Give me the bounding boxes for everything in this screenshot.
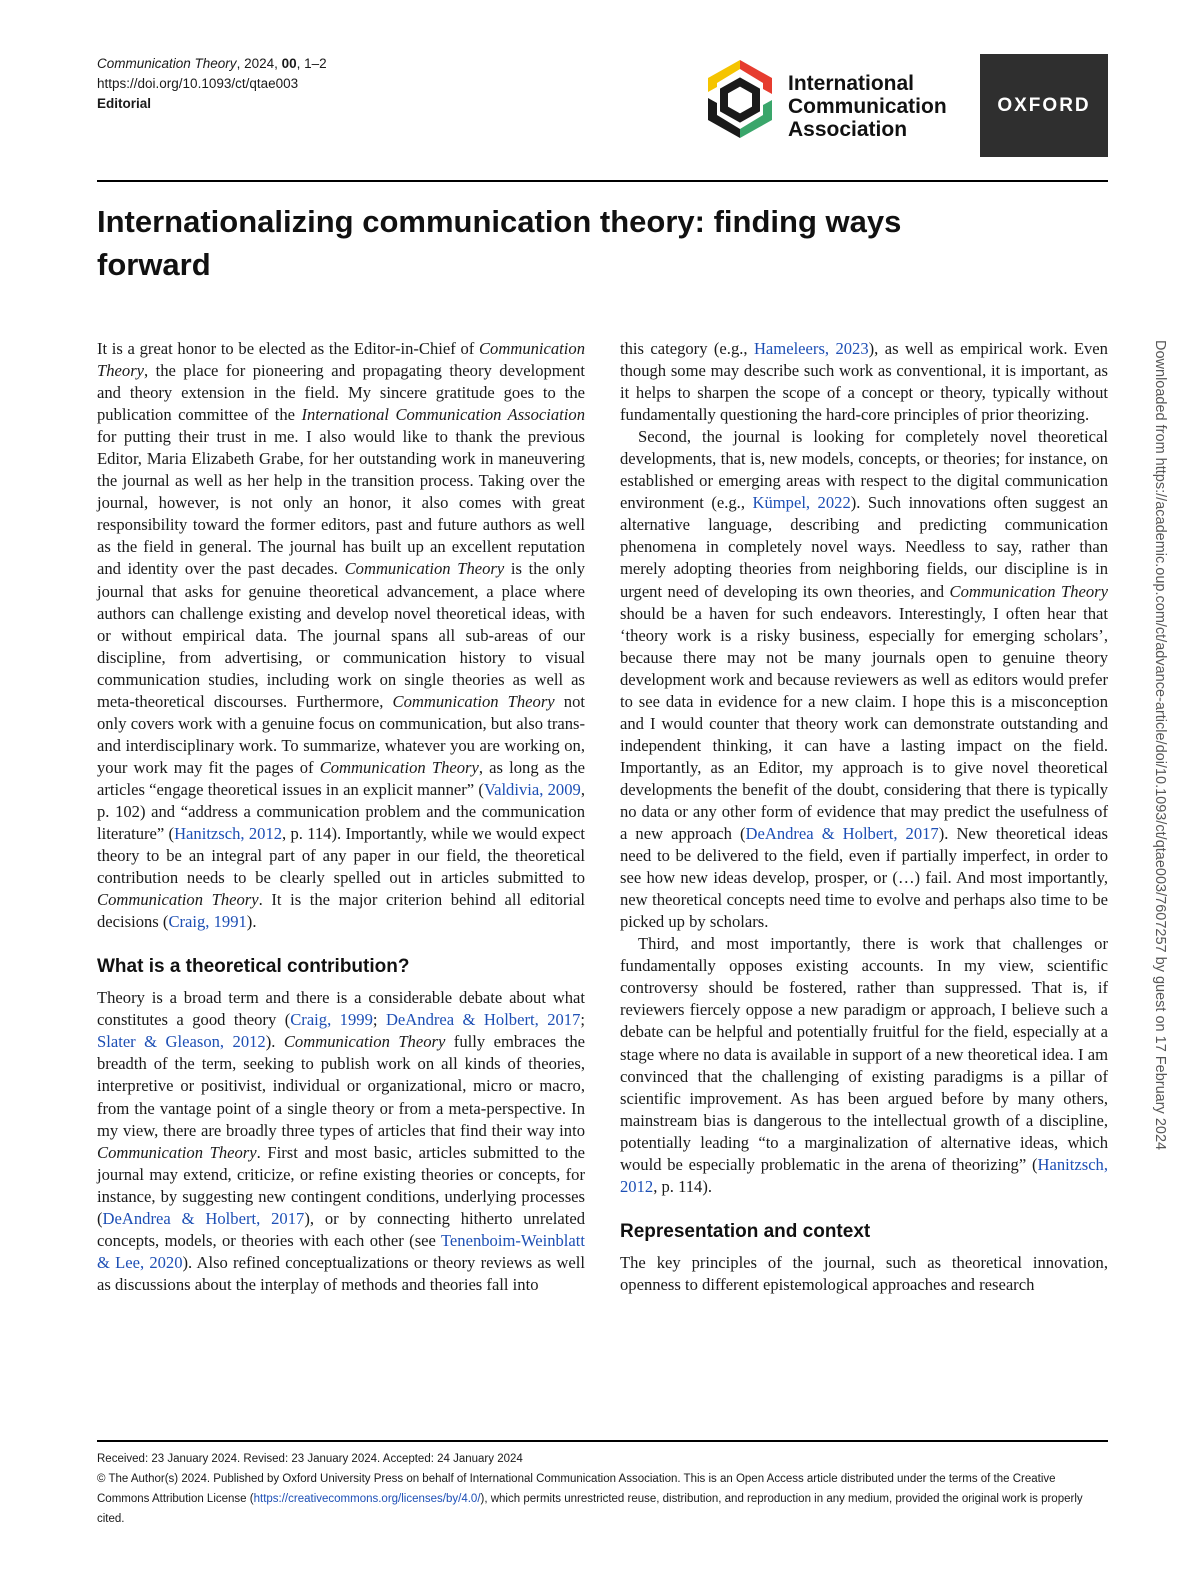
citation-link[interactable]: Hanitzsch, 2012	[620, 1154, 1108, 1196]
section-heading: Representation and context	[620, 1220, 871, 1242]
footer-divider	[97, 1440, 1108, 1442]
citation-link[interactable]: DeAndrea & Holbert, 2017	[102, 1208, 305, 1228]
citation-link[interactable]: DeAndrea & Holbert, 2017	[745, 824, 939, 844]
citation-link[interactable]: Craig, 1991	[168, 912, 247, 932]
citation-link[interactable]: Valdivia, 2009	[483, 779, 581, 799]
citation-link[interactable]: Hanitzsch, 2012	[174, 824, 283, 844]
citation-link[interactable]: DeAndrea & Holbert, 2017	[385, 1010, 581, 1030]
paragraph-theory: Theory is a broad term and there is a considerable debate about what constitutes a good theory (Craig, 1999; DeAndrea & Holbert, 2017; Slater & Gleason, 2012). Communication Theory fully embraces the breadth of the term, seeking to publish work on all kinds of theories, interpretive or positivist, individual or organizational, micro or macro, from the vantage point of a single theory or from a meta-perspective. In my view, there are broadly three types of articles that find their way into Communication Theory. First and most basic, articles submitted to the journal may extend, criticize, or refine existing theories or concepts, for instance, by suggesting new contingent conditions, underlying processes (DeAndrea & Holbert, 2017), or by connecting hitherto unrelated concepts, models, or theories with each other (see Tenenboim-Weinblatt & Lee, 2020). Also refined conceptualizations or theory reviews as well as discussions about the interplay of methods and theories fall into	[97, 988, 586, 1294]
paragraph-second: Second, the journal is looking for completely novel theoretical developments, that is, new models, concepts, or theories; for instance, on established or emerging areas with respect to the digital communication environment (e.g., Kümpel, 2022). Such innovations often suggest an alternative language, describing and predicting communication phenomena in completely novel ways. Needless to say, rather than merely adopting theories from neighboring fields, our discipline is in urgent need of developing its own theories, and Communication Theory should be a haven for such endeavors. Interestingly, I often hear that ‘theory work is a risky business, especially for emerging scholars’, because there may not be many journals open to genuine theory development work and because reviewers as well as editors would prefer to see data in evidence for a new claim. I hope this is a misconception and I would counter that theory work can demonstrate outstanding and independent thinking, it can have a lasting impact on the field. Importantly, as an Editor, my approach is to give novel theoretical developments the benefit of the doubt, considering that there is typically no data or any other form of evidence that may predict the usefulness of a new approach (DeAndrea & Holbert, 2017). New theoretical ideas need to be delivered to the field, even if partially imperfect, in order to see how new ideas develop, prosper, or (…) fail. And most importantly, new theoretical concepts need time to evolve and perhaps also time to be picked up by scholars.	[620, 427, 1108, 932]
journal-meta	[97, 54, 327, 114]
ica-name: International Communication Association	[788, 72, 947, 141]
paragraph-continued: this category (e.g., Hameleers, 2023), as well as empirical work. Even though some may describe such work as conventional, it is important, as it helps to sharpen the scope of a concept or theory, typically without fundamentally questioning the hard-core principles of prior theorizing.	[620, 339, 1108, 425]
right-column	[620, 338, 1108, 1296]
journal-name: Communication Theory	[97, 56, 237, 71]
citation-link[interactable]: Hameleers, 2023	[753, 339, 869, 358]
paragraph-representation: The key principles of the journal, such as theoretical innovation, openness to different epistemological approaches and research	[620, 1252, 1108, 1294]
header-divider	[97, 180, 1108, 182]
citation-link[interactable]: Kümpel, 2022	[752, 493, 851, 513]
citation-link[interactable]: Slater & Gleason, 2012	[97, 1032, 266, 1052]
license-link[interactable]: https://creativecommons.org/licenses/by/4.0/	[253, 1493, 481, 1505]
volume: 00	[281, 56, 297, 71]
article-dates: Received: 23 January 2024. Revised: 23 January 2024. Accepted: 24 January 2024	[97, 1453, 523, 1465]
article-type: Editorial	[97, 96, 152, 111]
article-title: Internationalizing communication theory: finding ways forward	[97, 204, 902, 282]
paragraph-third: Third, and most importantly, there is work that challenges or fundamentally opposes existing accounts. In my view, scientific controversy should be fostered, rather than suppressed. That is, if reviewers fiercely oppose a new paradigm or approach, I believe such a debate can be helpful and potentially fruitful for the field, especially at a stage where no data is available in support of a new theoretical idea. I am convinced that the challenging of existing paradigms is a pillar of scientific improvement. As has been argued before by many others, mainstream bias is dangerous to the intellectual growth of a discipline, potentially leading “to a marginalization of alternative ideas, which would be especially problematic in the arena of theorizing” (Hanitzsch, 2012, p. 114).	[620, 934, 1108, 1196]
article-footer	[97, 1449, 1108, 1529]
section-heading: What is a theoretical contribution?	[97, 956, 410, 978]
doi-link[interactable]: https://doi.org/10.1093/ct/qtae003	[97, 76, 299, 91]
citation-link[interactable]: Craig, 1999	[290, 1010, 373, 1030]
paragraph-intro: It is a great honor to be elected as the Editor-in-Chief of Communication Theory, the place for pioneering and propagating theory development and theory extension in the field. My sincere gratitude goes to the publication committee of the International Communication Association for putting their trust in me. I also would like to thank the previous Editor, Maria Elizabeth Grabe, for her outstanding work in maneuvering the journal as well as her help in the transition process. Taking over the journal, however, is not only an honor, it also comes with great responsibility toward the former editors, past and future authors as well as the field in general. The journal has built up an excellent reputation and identity over the past decades. Communication Theory is the only journal that asks for genuine theoretical advancement, a place where authors can challenge existing and develop novel theoretical ideas, with or without empirical data. The journal spans all sub-areas of our discipline, from advertising, or communication history to visual communication studies, including work on single theories as well as meta-theoretical discourses. Furthermore, Communication Theory not only covers work with a genuine focus on communication, but also trans- and interdisciplinary work. To summarize, whatever you are working on, your work may fit the pages of Communication Theory, as long as the articles “engage theoretical issues in an explicit manner” (Valdivia, 2009, p. 102) and “address a communication problem and the communication literature” (Hanitzsch, 2012, p. 114). Importantly, while we would expect theory to be an integral part of any paper in our field, the theoretical contribution needs to be clearly spelled out in articles submitted to Communication Theory. It is the major criterion behind all editorial decisions (Craig, 1991).	[97, 339, 585, 932]
oxford-logo: OXFORD	[980, 54, 1108, 157]
ica-logo-icon	[700, 54, 800, 146]
left-column	[97, 338, 585, 1296]
citation-line: Communication Theory, 2024, 00, 1–2	[97, 56, 327, 71]
license-notice: © The Author(s) 2024. Published by Oxford University Press on behalf of International Communication Association. This is an Open Access article distributed under the terms of the Creative Commons Attribution License (https://creativecommons.org/licenses/by/4.0/), which permits unrestricted reuse, distribution, and reproduction in any medium, provided the original work is properly cited.	[97, 1473, 1083, 1525]
citation-link[interactable]: Tenenboim-Weinblatt & Lee, 2020	[97, 1230, 585, 1272]
download-watermark: Downloaded from https://academic.oup.com/ct/advance-article/doi/10.1093/ct/qtae003/7607257 by guest on 17 February 2024	[1152, 340, 1168, 1151]
